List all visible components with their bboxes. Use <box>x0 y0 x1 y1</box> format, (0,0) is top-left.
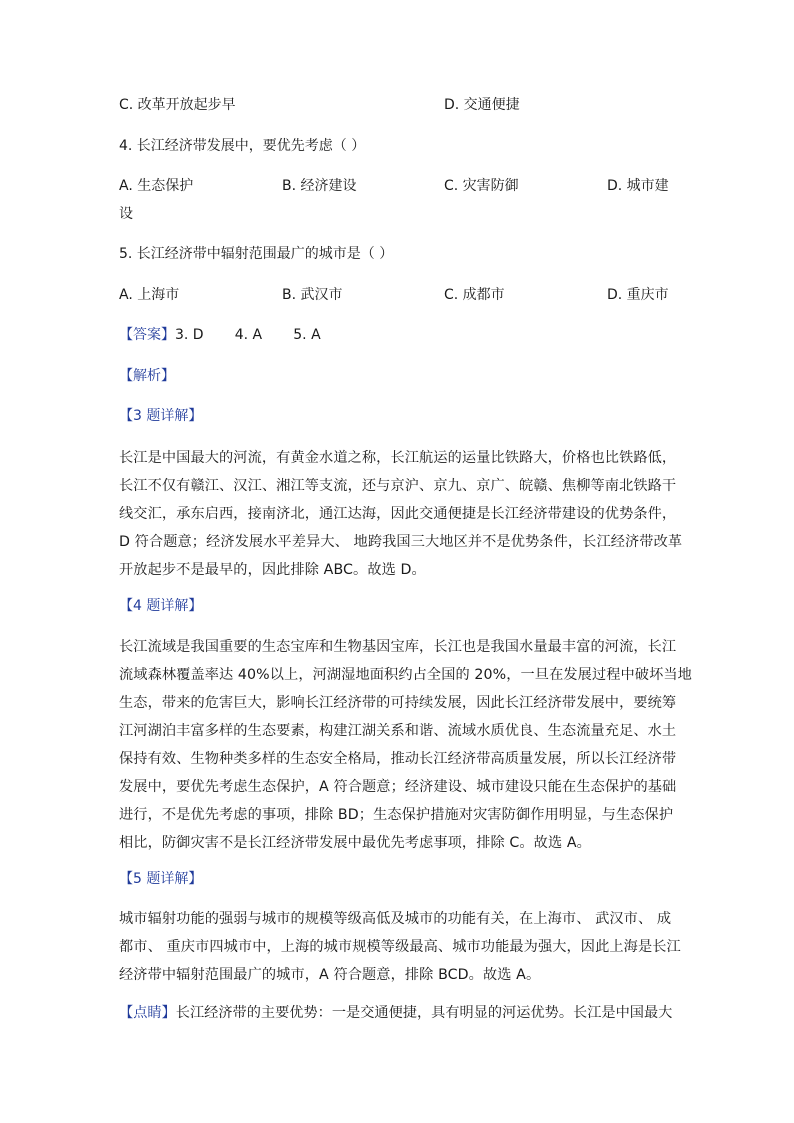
detail3-tag: 【3 题详解】 <box>119 408 203 424</box>
q4-option-c: C. 灾害防御 <box>444 178 519 194</box>
tip-text: 长江经济带的主要优势：一是交通便捷，具有明显的河运优势。长江是中国最大 <box>175 1005 673 1021</box>
q3-option-c: C. 改革开放起步早 <box>119 97 236 113</box>
detail4-line: 进行，不是优先考虑的事项，排除 BD；生态保护措施对灾害防御作用明显，与生态保护 <box>119 807 674 823</box>
detail5-paragraph <box>119 905 679 989</box>
q3-option-d: D. 交通便捷 <box>444 97 520 113</box>
detail4-line: 生态，带来的危害巨大，影响长江经济带的可持续发展，因此长江经济带发展中，要统筹 <box>119 695 677 711</box>
q4-option-a: A. 生态保护 <box>119 178 194 194</box>
detail3-paragraph <box>119 444 683 584</box>
detail4-line: 保持有效、生物种类多样的生态安全格局，推动长江经济带高质量发展，所以长江经济带 <box>119 751 677 767</box>
tip-tag: 【点睛】 <box>119 1005 176 1021</box>
detail3-line: 长江不仅有赣江、汉江、湘江等支流，还与京沪、京九、京广、皖赣、焦柳等南北铁路干 <box>119 478 677 494</box>
q5-option-d: D. 重庆市 <box>607 287 669 303</box>
detail4-paragraph <box>119 633 692 857</box>
q4-option-d-wrap: 设 <box>119 206 133 222</box>
detail4-line: 流域森林覆盖率达 40%以上，河湖湿地面积约占全国的 20%，一旦在发展过程中破坏当地 <box>119 667 692 683</box>
tip-line <box>119 1003 672 1023</box>
q5-stem: 5. 长江经济带中辐射范围最广的城市是（ ） <box>119 246 394 262</box>
detail3-line: 线交汇，承东启西，接南济北，通江达海，因此交通便捷是长江经济带建设的优势条件， <box>119 506 677 522</box>
detail4-line: 发展中，要优先考虑生态保护，A 符合题意；经济建设、城市建设只能在生态保护的基础 <box>119 779 677 795</box>
analysis-tag: 【解析】 <box>119 368 175 384</box>
detail4-tag: 【4 题详解】 <box>119 598 203 614</box>
q4-stem: 4. 长江经济带发展中，要优先考虑（ ） <box>119 138 366 154</box>
q5-option-b: B. 武汉市 <box>282 287 343 303</box>
detail3-line: 开放起步不是最早的，因此排除 ABC。故选 D。 <box>119 562 426 578</box>
detail3-line: D 符合题意；经济发展水平差异大、 地跨我国三大地区并不是优势条件，长江经济带改革 <box>119 534 683 550</box>
answer-text: 3. D 4. A 5. A <box>175 327 321 343</box>
answer-tag: 【答案】 <box>119 327 175 343</box>
q5-option-a: A. 上海市 <box>119 287 180 303</box>
detail5-tag: 【5 题详解】 <box>119 871 203 887</box>
detail4-line: 长江流域是我国重要的生态宝库和生物基因宝库，长江也是我国水量最丰富的河流，长江 <box>119 639 677 655</box>
q4-option-d: D. 城市建 <box>607 178 669 194</box>
detail4-line: 相比，防御灾害不是长江经济带发展中最优先考虑事项，排除 C。故选 A。 <box>119 835 591 851</box>
q5-option-c: C. 成都市 <box>444 287 505 303</box>
answer-line <box>119 325 321 345</box>
detail3-line: 长江是中国最大的河流，有黄金水道之称，长江航运的运量比铁路大，价格也比铁路低， <box>119 450 677 466</box>
detail5-line: 都市、 重庆市四城市中，上海的城市规模等级最高、城市功能最为强大，因此上海是长江 <box>119 939 681 955</box>
detail4-line: 江河湖泊丰富多样的生态要素，构建江湖关系和谐、流域水质优良、生态流量充足、水土 <box>119 723 677 739</box>
detail5-line: 城市辐射功能的强弱与城市的规模等级高低及城市的功能有关，在上海市、 武汉市、 成 <box>119 911 672 927</box>
detail5-line: 经济带中辐射范围最广的城市，A 符合题意，排除 BCD。故选 A。 <box>119 967 541 983</box>
q4-option-b: B. 经济建设 <box>282 178 357 194</box>
